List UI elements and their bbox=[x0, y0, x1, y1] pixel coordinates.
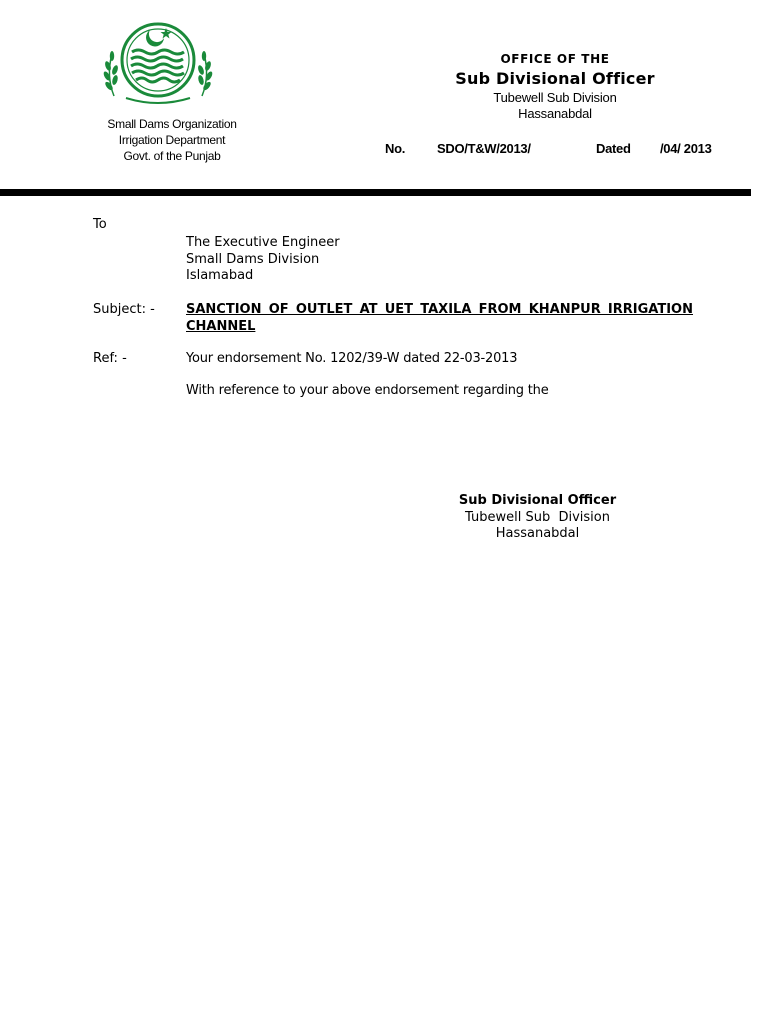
government-line: Govt. of the Punjab bbox=[123, 149, 221, 163]
organization-name bbox=[92, 116, 252, 164]
reference-no-label: No. bbox=[385, 141, 406, 156]
to-label: To bbox=[93, 217, 107, 232]
department-line: Irrigation Department bbox=[118, 133, 226, 147]
subject-text: SANCTION OF OUTLET AT UET TAXILA FROM KHANPUR IRRIGATION CHANNEL bbox=[186, 302, 693, 334]
header-divider bbox=[0, 189, 751, 196]
signature-title: Sub Divisional Officer bbox=[458, 493, 617, 508]
signature-division: Tubewell Sub Division bbox=[465, 509, 610, 525]
reference-dated-value: /04/ 2013 bbox=[660, 141, 712, 156]
ref-text: Your endorsement No. 1202/39-W dated 22-03-2013 bbox=[186, 351, 518, 366]
organization-line: Small Dams Organization bbox=[107, 117, 237, 131]
recipient-line: Small Dams Division bbox=[186, 251, 320, 267]
subject-label: Subject: - bbox=[93, 302, 155, 317]
office-title: Sub Divisional Officer bbox=[455, 69, 655, 88]
office-location: Hassanabdal bbox=[518, 106, 592, 121]
reference-dated-label: Dated bbox=[596, 141, 631, 156]
ref-label: Ref: - bbox=[93, 351, 127, 366]
recipient-line: The Executive Engineer bbox=[186, 235, 340, 250]
punjab-emblem-logo bbox=[96, 16, 220, 108]
office-of-label: OFFICE OF THE bbox=[500, 52, 610, 66]
recipient-address bbox=[186, 235, 340, 285]
letter-body: With reference to your above endorsement regarding the bbox=[186, 383, 549, 398]
recipient-line: Islamabad bbox=[186, 268, 254, 283]
signature-location: Hassanabdal bbox=[495, 526, 580, 541]
office-division: Tubewell Sub Division bbox=[493, 90, 617, 105]
reference-no-value: SDO/T&W/2013/ bbox=[437, 141, 531, 156]
signature-block bbox=[430, 493, 645, 543]
office-header bbox=[420, 50, 690, 122]
